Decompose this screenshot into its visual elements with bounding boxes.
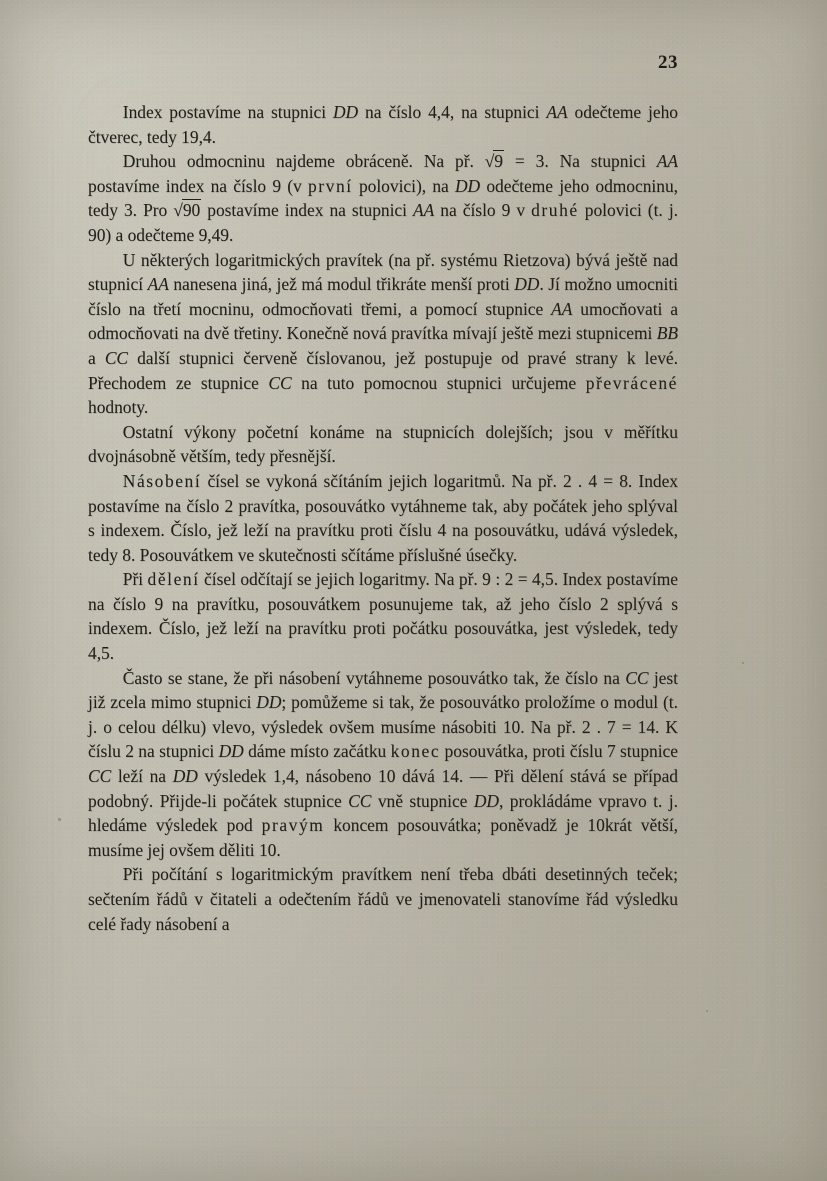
- paper-speck: [742, 662, 744, 664]
- paragraph-6: Při dělení čísel odčítají se jejich logaritmy. Na př. 9 : 2 = 4,5. Index postavíme na číslo 9 na pravítku, posouvátkem posunujeme tak, až jeho číslo 2 splývá s indexem. Číslo, jež leží na pravítku proti počátku posouvátka, jest výsledek, tedy 4,5.: [88, 569, 678, 664]
- paper-speck: [706, 1010, 708, 1012]
- paragraph-1: Index postavíme na stupnici DD na číslo 4,4, na stupnici AA odečteme jeho čtverec, tedy 19,4.: [88, 102, 679, 147]
- page-content: [88, 52, 678, 936]
- paper-speck: [58, 818, 61, 821]
- paragraph-2: Druhou odmocninu najdeme obráceně. Na př. √9 = 3. Na stupnici AA postavíme index na číslo 9 (v první polovici), na DD odečteme jeho odmocninu, tedy 3. Pro √90 postavíme index na stupnici AA na číslo 9 v druhé polovici (t. j. 90) a odečteme 9,49.: [88, 151, 678, 245]
- paragraph-3: U některých logaritmických pravítek (na př. systému Rietzova) bývá ještě nad stupnicí AA nanesena jiná, jež má modul třikráte menší proti DD. Jí možno umocniti číslo na třetí mocninu, odmocňovati třemi, a pomocí stupnice AA umocňovati a odmocňovati na dvě třetiny. Konečně nová pravítka mívají ještě mezi stupnicemi BB a CC další stupnici červeně číslovanou, jež postupuje od pravé strany k levé. Přechodem ze stupnice CC na tuto pomocnou stupnici určujeme převrácené hodnoty.: [88, 249, 679, 418]
- paragraph-4: Ostatní výkony početní konáme na stupnicích dolejších; jsou v měřítku dvojnásobně větším, tedy přesnější.: [88, 421, 678, 467]
- paragraph-5: Násobení čísel se vykoná sčítáním jejich logaritmů. Na př. 2 . 4 = 8. Index postavíme na číslo 2 pravítka, posouvátko vytáhneme tak, aby počátek jeho splýval s indexem. Číslo, jež leží na pravítku proti číslu 4 na posouvátku, udává výsledek, tedy 8. Posouvátkem ve skutečnosti sčítáme příslušné úsečky.: [88, 470, 678, 565]
- paragraph-8: Při počítání s logaritmickým pravítkem není třeba dbáti desetinných teček; sečtením řádů v čitateli a odečtením řádů ve jmenovateli stanovíme řád výsledku celé řady násobení a: [88, 864, 678, 934]
- page-number: 23: [658, 52, 678, 73]
- body-text: [88, 100, 678, 936]
- paragraph-7: Často se stane, že při násobení vytáhneme posouvátko tak, že číslo na CC jest již zcela mimo stupnici DD; pomůžeme si tak, že posouvátko proložíme o modul (t. j. o celou délku) vlevo, výsledek ovšem musíme násobiti 10. Na př. 2 . 7 = 14. K číslu 2 na stupnici DD dáme místo začátku konec posouvátka, proti číslu 7 stupnice CC leží na DD výsledek 1,4, násobeno 10 dává 14. — Při dělení stává se případ podobný. Přijde-li počátek stupnice CC vně stupnice DD, prokládáme vpravo t. j. hledáme výsledek pod pravým koncem posouvátka; poněvadž je 10krát větší, musíme jej ovšem děliti 10.: [88, 667, 679, 860]
